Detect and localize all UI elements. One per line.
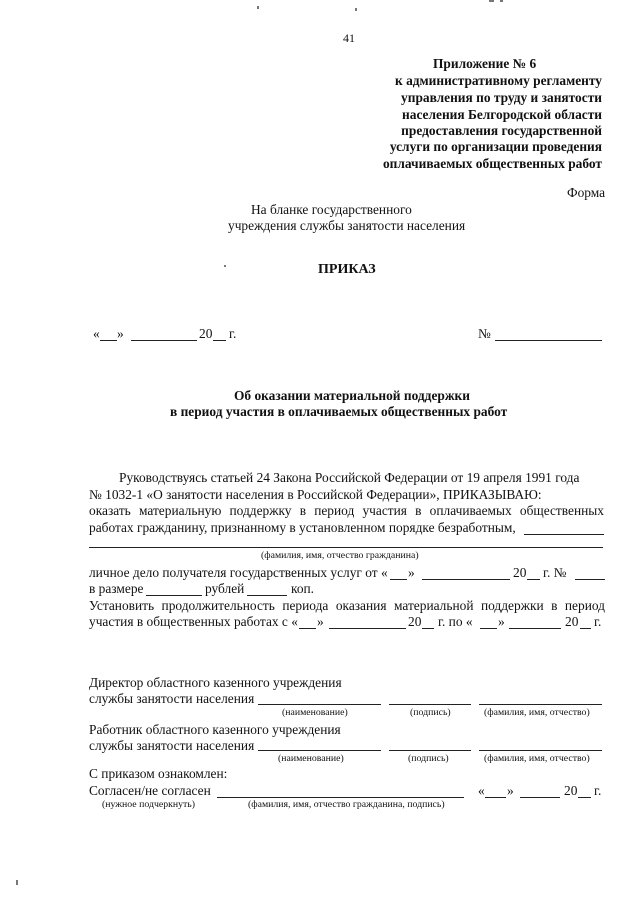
- number-sign: №: [478, 326, 491, 341]
- caption-name: (наименование): [282, 707, 348, 718]
- appendix-title: Приложение № 6: [433, 56, 537, 71]
- body-text: Установить продолжительность периода оказания материальной поддержки в период: [89, 598, 605, 613]
- date-year-prefix: 20: [199, 326, 213, 341]
- director-name-field[interactable]: [258, 704, 381, 705]
- worker-title: Работник областного казенного учреждения: [89, 722, 341, 737]
- personal-file-year: 20: [513, 565, 527, 580]
- appendix-line: предоставления государственной: [401, 123, 602, 138]
- appendix-line: населения Белгородской области: [402, 107, 602, 122]
- body-text: Руководствуясь статьей 24 Закона Российской Федерации от 19 апреля 1991 года: [119, 470, 580, 485]
- scan-mark: [500, 0, 503, 2]
- personal-file-day-field[interactable]: [390, 579, 407, 580]
- underline-note: (нужное подчеркнуть): [102, 799, 196, 810]
- personal-file-year-field[interactable]: [527, 579, 540, 580]
- period-start-label: участия в общественных работах с «: [89, 614, 298, 629]
- date-day-field[interactable]: [100, 340, 117, 341]
- date-month-field[interactable]: [131, 340, 197, 341]
- caption-signature: (подпись): [410, 707, 451, 718]
- subject-line: Об оказании материальной поддержки: [234, 388, 470, 403]
- appendix-line: оплачиваемых общественных работ: [382, 156, 602, 171]
- agree-year-field[interactable]: [578, 797, 591, 798]
- citizen-fullname-field[interactable]: [89, 547, 603, 548]
- caption-signature: (подпись): [408, 753, 449, 764]
- agree-year: 20: [564, 783, 578, 798]
- citizen-signature-field[interactable]: [217, 797, 464, 798]
- amount-kop-field[interactable]: [247, 595, 287, 596]
- period-start-month-field[interactable]: [329, 628, 406, 629]
- period-start-day-field[interactable]: [299, 628, 316, 629]
- agree-open-quote: «: [478, 783, 485, 798]
- period-start-close-quote: »: [317, 614, 324, 629]
- worker-signature-field[interactable]: [389, 750, 471, 751]
- citizen-caption: (фамилия, имя, отчество гражданина, подпись): [248, 799, 445, 810]
- period-end-month-field[interactable]: [509, 628, 561, 629]
- body-text: № 1032-1 «О занятости населения в Российской Федерации», ПРИКАЗЫВАЮ:: [89, 487, 542, 502]
- body-text: работах гражданину, признанному в установленном порядке безработным,: [89, 520, 516, 535]
- worker-fio-field[interactable]: [479, 750, 602, 751]
- period-end-year-field[interactable]: [580, 628, 591, 629]
- caption-name: (наименование): [278, 753, 344, 764]
- personal-file-number-field[interactable]: [575, 579, 605, 580]
- period-end-close-quote: »: [498, 614, 505, 629]
- scan-dot: [224, 265, 226, 267]
- blank-note: На бланке государственного: [251, 202, 412, 217]
- fio-caption: (фамилия, имя, отчество гражданина): [261, 550, 419, 561]
- personal-file-label: личное дело получателя государственных услуг от «: [89, 565, 388, 580]
- scan-mark: [16, 880, 18, 885]
- appendix-line: услуги по организации проведения: [389, 139, 602, 154]
- agree-label: Согласен/не согласен: [89, 783, 211, 798]
- blank-note: учреждения службы занятости населения: [228, 218, 466, 233]
- caption-fio: (фамилия, имя, отчество): [484, 707, 590, 718]
- agree-month-field[interactable]: [520, 797, 560, 798]
- period-end-suffix: г.: [594, 614, 602, 629]
- amount-rub-label: рублей: [205, 581, 245, 596]
- page-number: 41: [343, 31, 355, 45]
- date-year-field[interactable]: [213, 340, 226, 341]
- period-end-year: 20: [565, 614, 579, 629]
- director-title: службы занятости населения: [89, 691, 255, 706]
- date-year-suffix: г.: [229, 326, 237, 341]
- scan-mark: [489, 0, 494, 2]
- director-title: Директор областного казенного учреждения: [89, 675, 342, 690]
- period-start-year: 20: [408, 614, 422, 629]
- personal-file-close-quote: »: [408, 565, 415, 580]
- worker-name-field[interactable]: [258, 750, 381, 751]
- amount-rub-field[interactable]: [146, 595, 202, 596]
- period-start-year-field[interactable]: [422, 628, 434, 629]
- personal-file-month-field[interactable]: [422, 579, 510, 580]
- citizen-name-field[interactable]: [524, 534, 604, 535]
- subject-line: в период участия в оплачиваемых общественных работ: [170, 404, 508, 419]
- scan-mark: [355, 8, 357, 11]
- director-fio-field[interactable]: [479, 704, 602, 705]
- period-end-day-field[interactable]: [480, 628, 497, 629]
- date-close-quote: »: [117, 326, 124, 341]
- agree-year-suffix: г.: [594, 783, 602, 798]
- acquainted-label: С приказом ознакомлен:: [89, 766, 228, 781]
- agree-day-field[interactable]: [485, 797, 506, 798]
- form-label: Форма: [567, 185, 606, 200]
- amount-kop-label: коп.: [291, 581, 315, 596]
- worker-title: службы занятости населения: [89, 738, 255, 753]
- document-title: ПРИКАЗ: [318, 262, 376, 277]
- caption-fio: (фамилия, имя, отчество): [484, 753, 590, 764]
- date-open-quote: «: [93, 326, 100, 341]
- personal-file-number-label: г. №: [543, 565, 567, 580]
- order-number-field[interactable]: [495, 340, 602, 341]
- director-signature-field[interactable]: [389, 704, 471, 705]
- appendix-line: управления по труду и занятости: [401, 90, 602, 105]
- scan-mark: [257, 6, 259, 9]
- period-to-label: г. по «: [438, 614, 473, 629]
- body-text: оказать материальную поддержку в период участия в оплачиваемых общественных: [89, 503, 604, 518]
- appendix-line: к административному регламенту: [395, 73, 602, 88]
- amount-label: в размере: [89, 581, 144, 596]
- agree-close-quote: »: [507, 783, 514, 798]
